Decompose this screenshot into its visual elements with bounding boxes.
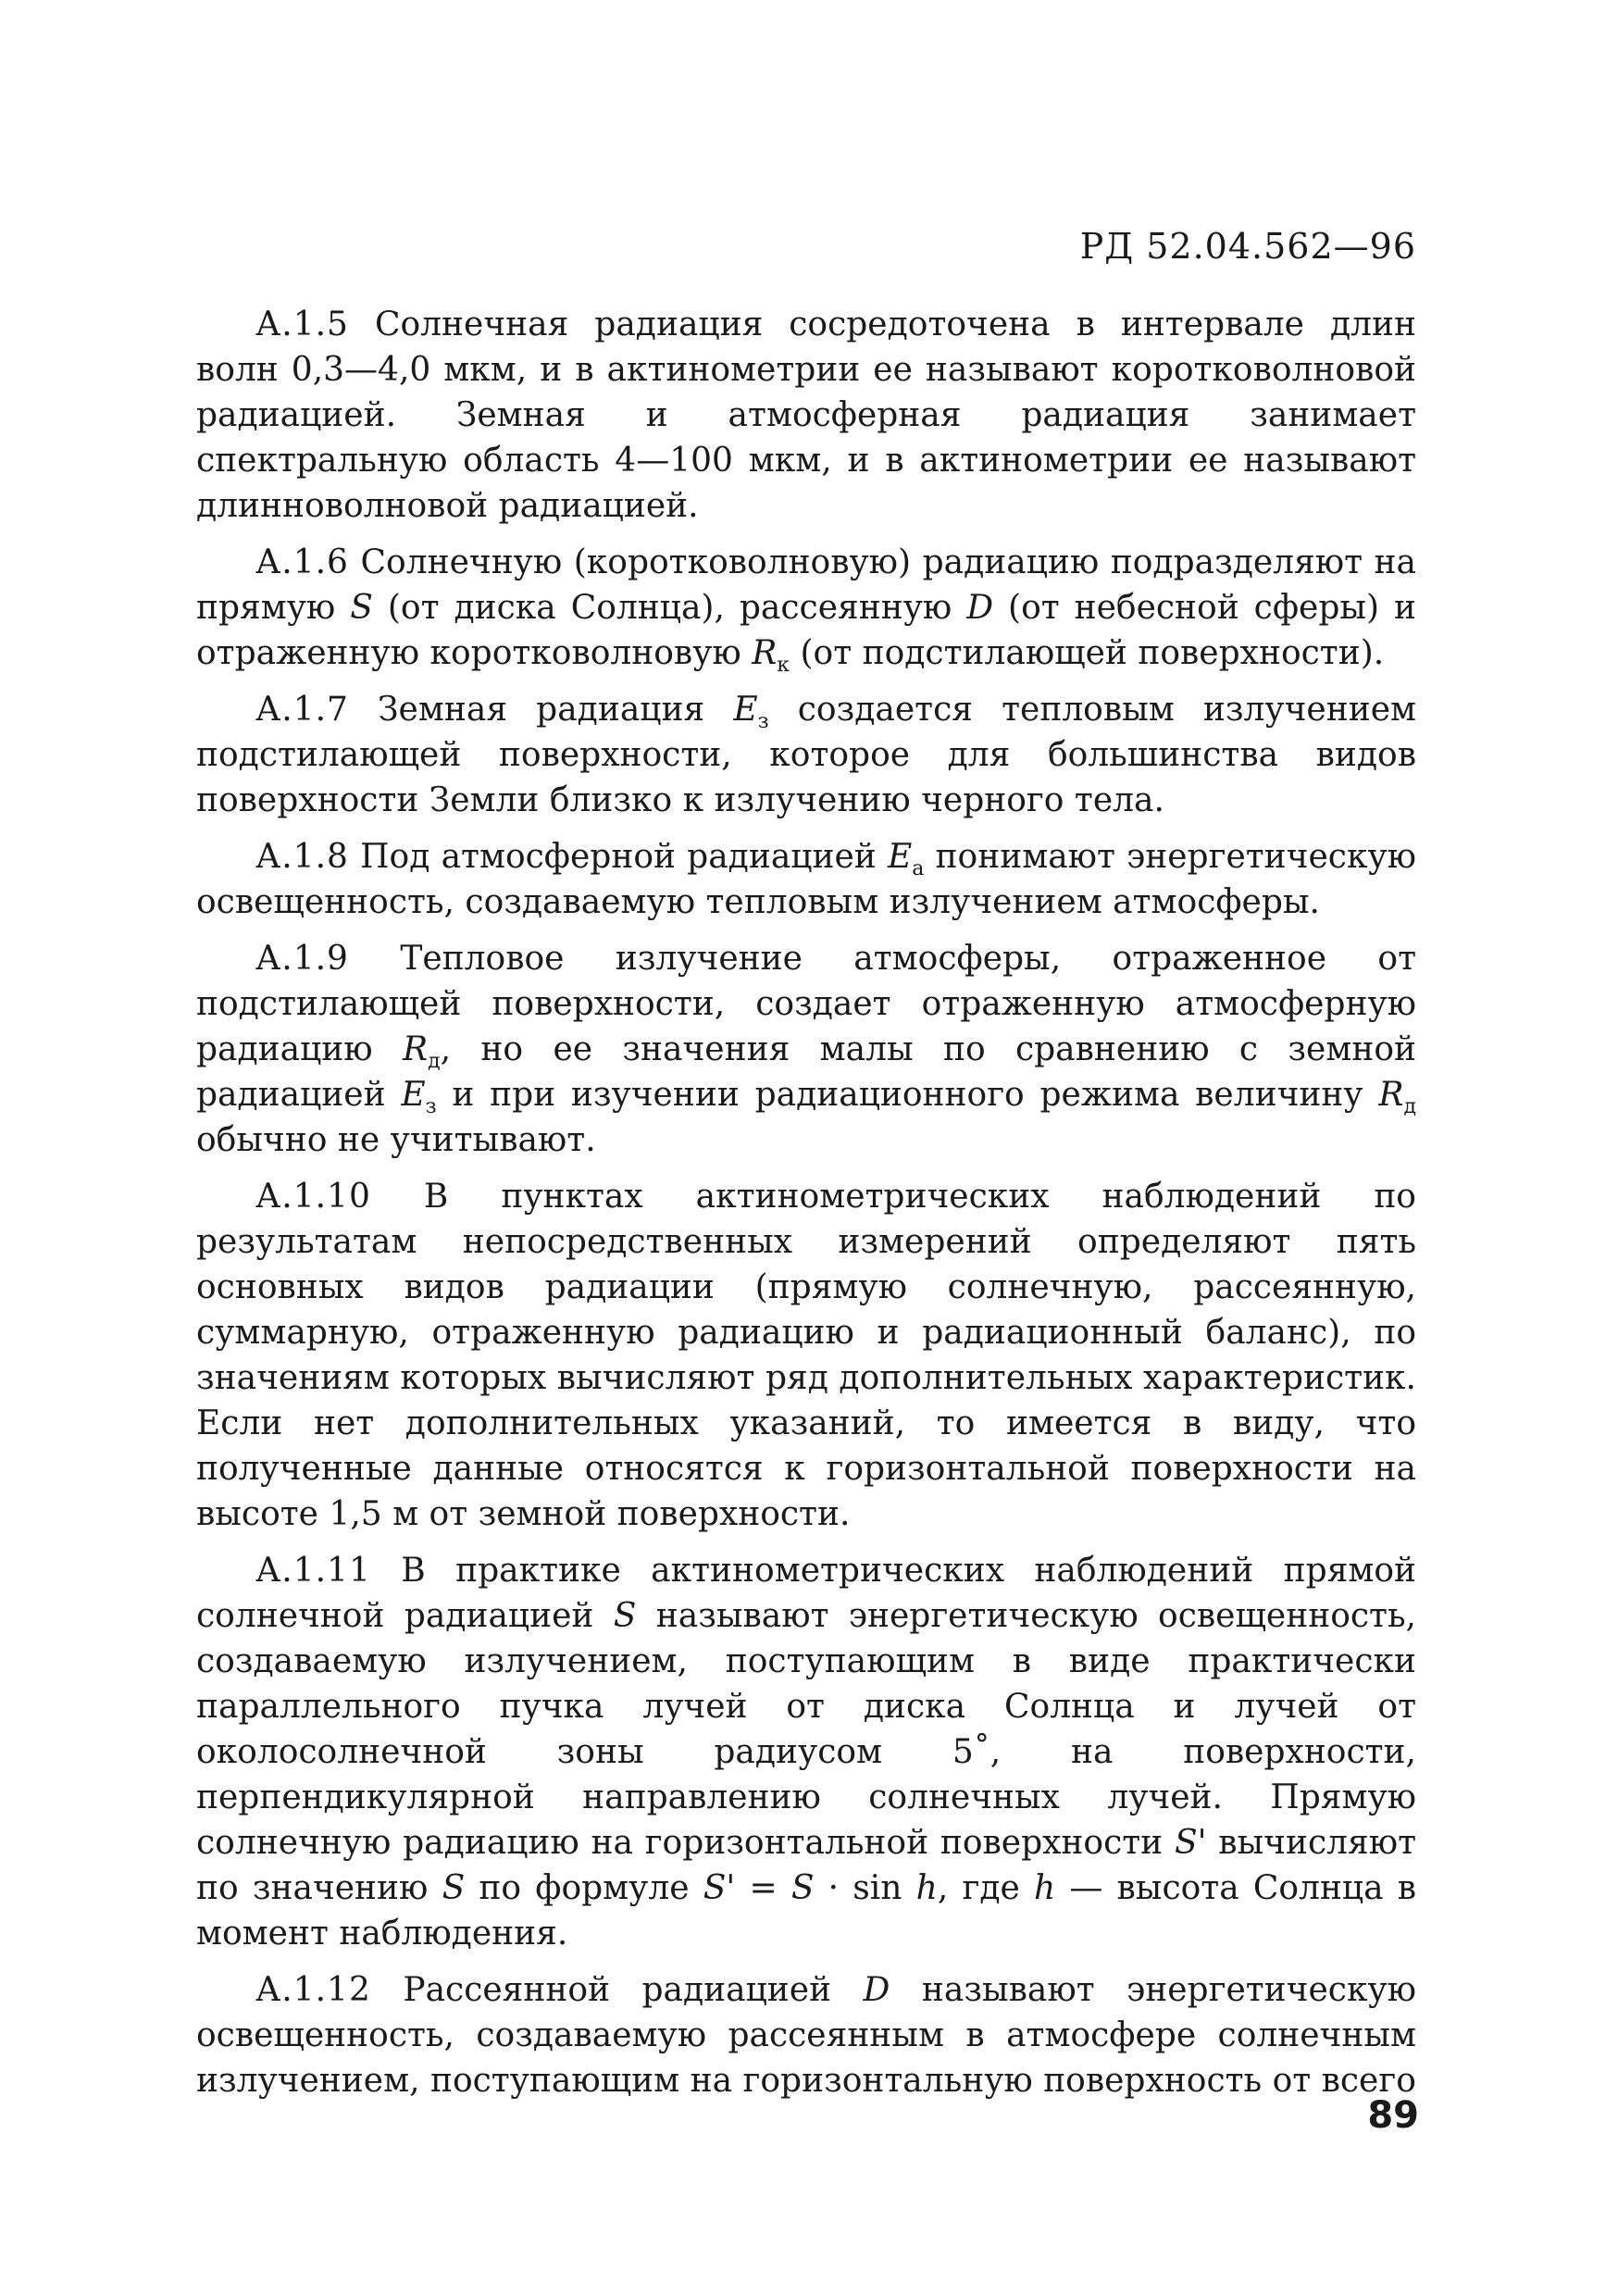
paragraph-number: А.1.9	[255, 940, 349, 978]
symbol-reflected-atmospheric: R	[402, 1030, 429, 1068]
symbol-direct-radiation: S	[350, 589, 373, 627]
paragraph-text: обычно не учитывают.	[196, 1121, 596, 1159]
symbol-subscript: а	[912, 857, 925, 881]
symbol-direct-radiation: S	[613, 1597, 637, 1635]
paragraph-number: А.1.8	[255, 838, 349, 876]
paragraph-a-1-6	[196, 540, 1416, 676]
formula-operator: · sin	[828, 1869, 902, 1907]
symbol-terrestrial-radiation: E	[401, 1076, 426, 1114]
formula-symbol: S'	[703, 1869, 736, 1907]
paragraph-text: понимают энергетическую освещенность, создаваемую тепловым излучением атмосферы.	[196, 838, 1416, 921]
formula-symbol: h	[1033, 1869, 1056, 1907]
paragraph-text: Тепловое излучение атмосферы, отраженное от подстилающей поверхности, создает отраженную атмосферную радиацию	[196, 940, 1416, 1068]
paragraph-number: А.1.6	[255, 543, 349, 581]
paragraph-number: А.1.7	[255, 691, 349, 729]
paragraph-text: (от небесной сферы) и отраженную коротковолновую	[196, 589, 1417, 672]
paragraph-text: Земная радиация	[378, 691, 705, 729]
symbol-subscript: з	[425, 1095, 437, 1119]
paragraph-text: (от диска Солнца), рассеянную	[387, 589, 952, 627]
paragraph-a-1-10	[196, 1174, 1416, 1537]
paragraph-text: В пунктах актинометрических наблюдений по результатам непосредственных измерений определяют пять основных видов радиации (прямую солнечную, рассеянную, суммарную, отраженную радиацию и радиационный баланс), по значениям которых вычисляют ряд дополнительных характеристик. Если нет дополнительных указаний, то имеется в виду, что полученные данные относятся к горизонтальной поверхности на высоте 1,5 м от земной поверхности.	[196, 1178, 1416, 1533]
paragraph-a-1-5	[196, 302, 1416, 529]
paragraph-number: А.1.10	[255, 1178, 371, 1216]
paragraph-text: В практике актинометрических наблюдений прямой солнечной радиацией	[196, 1552, 1416, 1635]
document-code-header: РД 52.04.562—96	[1079, 226, 1416, 267]
paragraph-text: — высота Солнца в момент наблюдения.	[196, 1869, 1416, 1953]
formula-symbol: h	[915, 1869, 938, 1907]
paragraph-text: , но ее значения малы по сравнению с земной радиацией	[196, 1030, 1416, 1114]
paragraph-number: А.1.5	[255, 306, 349, 343]
paragraph-text: Рассеянной радиацией	[403, 1971, 832, 2009]
document-body	[196, 302, 1416, 2115]
symbol-diffuse-radiation: D	[966, 589, 994, 627]
paragraph-text: Солнечная радиация сосредоточена в интервале длин волн 0,3—4,0 мкм, и в актинометрии ее называют коротковолновой радиацией. Земная и атмосферная радиация занимает спектральную область 4—100 мкм, и в актинометрии ее называют длинноволновой радиацией.	[196, 306, 1416, 525]
page-number: 89	[1367, 2094, 1419, 2137]
symbol-reflected-radiation: R	[752, 634, 778, 672]
paragraph-text: Солнечную (коротковолновую) радиацию подразделяют на прямую	[196, 543, 1416, 627]
paragraph-text: называют энергетическую освещенность, создаваемую рассеянным в атмосфере солнечным излучением, поступающим на горизонтальную поверхность от всего	[196, 1971, 1416, 2100]
symbol-subscript: д	[428, 1050, 441, 1074]
paragraph-a-1-7	[196, 687, 1416, 823]
paragraph-a-1-12	[196, 1967, 1416, 2103]
symbol-diffuse-radiation: D	[863, 1971, 890, 2009]
symbol-atmospheric-radiation: E	[887, 838, 913, 876]
paragraph-text: создается тепловым излучением подстилающей поверхности, которое для большинства видов поверхности Земли близко к излучению черного тела.	[196, 691, 1417, 819]
symbol-reflected-atmospheric: R	[1378, 1076, 1404, 1114]
formula-operator: =	[749, 1869, 791, 1907]
formula	[703, 1869, 938, 1907]
symbol-subscript: к	[777, 654, 790, 678]
paragraph-text: и при изучении радиационного режима величину	[452, 1076, 1363, 1114]
paragraph-text: Под атмосферной радиацией	[360, 838, 877, 876]
symbol-subscript: з	[757, 710, 769, 734]
formula-symbol: S	[790, 1869, 815, 1907]
paragraph-a-1-11	[196, 1548, 1416, 1956]
paragraph-text: по формуле	[479, 1869, 690, 1907]
paragraph-a-1-8	[196, 834, 1416, 925]
symbol-terrestrial-radiation: E	[733, 691, 758, 729]
paragraph-text: (от подстилающей поверхности).	[800, 634, 1385, 672]
paragraph-number: А.1.11	[255, 1552, 371, 1590]
paragraph-number: А.1.12	[255, 1971, 371, 2009]
paragraph-text: называют энергетическую освещенность, создаваемую излучением, поступающим в виде практически параллельного пучка лучей от диска Солнца и лучей от околосолнечной зоны радиусом 5˚, на поверхности, перпендикулярной направлению солнечных лучей. Прямую солнечную радиацию на горизонтальной поверхности	[196, 1597, 1416, 1862]
symbol-horizontal-direct: S'	[1174, 1824, 1207, 1862]
paragraph-a-1-9	[196, 936, 1416, 1163]
symbol-subscript: д	[1403, 1095, 1416, 1119]
symbol-direct-radiation: S	[442, 1869, 466, 1907]
paragraph-text: вычисляют по значению	[196, 1824, 1416, 1907]
paragraph-text: , где	[937, 1869, 1020, 1907]
